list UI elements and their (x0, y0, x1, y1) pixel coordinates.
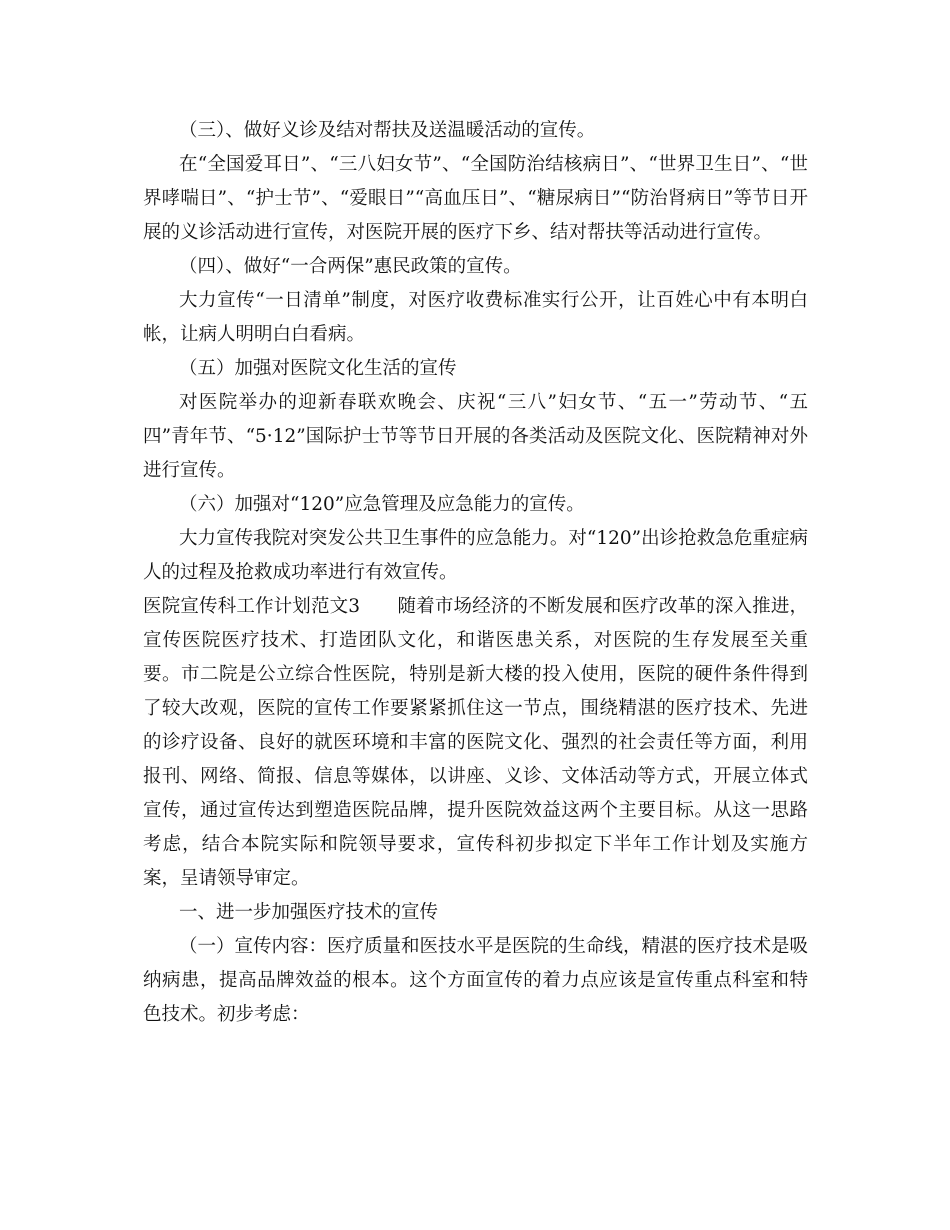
section-heading-5: （五）加强对医院文化生活的宣传 (179, 358, 457, 379)
body-paragraph: 对医院举办的迎新春联欢晚会、庆祝“三八”妇女节、“五一”劳动节、“五四”青年节、“5·12”国际护士节等节日开展的各类活动及医院文化、医院精神对外进行宣传。 (143, 392, 808, 481)
section-heading-1: 一、进一步加强医疗技术的宣传 (179, 902, 439, 923)
article-intro-paragraph: 医院宣传科工作计划范文3 随着市场经济的不断发展和医疗改革的深入推进，宣传医院医疗技术、打造团队文化，和谐医患关系，对医院的生存发展至关重要。市二院是公立综合性医院，特别是新大楼的投入使用，医院的硬件条件得到了较大改观，医院的宣传工作要紧紧抓住这一节点，围绕精湛的医疗技术、先进的诊疗设备、良好的就医环境和丰富的医院文化、强烈的社会责任等方面，利用报刊、网络、简报、信息等媒体，以讲座、义诊、文体活动等方式，开展立体式宣传，通过宣传达到塑造医院品牌，提升医院效益这两个主要目标。从这一思路考虑，结合本院实际和院领导要求，宣传科初步拟定下半年工作计划及实施方案，呈请领导审定。 (143, 596, 808, 889)
section-heading-3: （三）、做好义诊及结对帮扶及送温暖活动的宣传。 (179, 120, 596, 141)
section-heading-4: （四）、做好“一合两保”惠民政策的宣传。 (179, 256, 522, 277)
section-heading-6: （六）加强对“120”应急管理及应急能力的宣传。 (179, 494, 585, 515)
body-paragraph: 大力宣传我院对突发公共卫生事件的应急能力。对“120”出诊抢救急危重症病人的过程及抢救成功率进行有效宣传。 (143, 528, 808, 583)
body-paragraph: 大力宣传“一日清单”制度，对医疗收费标准实行公开，让百姓心中有本明白帐，让病人明明白白看病。 (143, 290, 808, 345)
document-body (143, 114, 808, 1032)
body-paragraph: （一）宣传内容：医疗质量和医技水平是医院的生命线，精湛的医疗技术是吸纳病患，提高品牌效益的根本。这个方面宣传的着力点应该是宣传重点科室和特色技术。初步考虑： (143, 936, 809, 1025)
body-paragraph: 在“全国爱耳日”、“三八妇女节”、“全国防治结核病日”、“世界卫生日”、“世界哮喘日”、“护士节”、“爱眼日”“高血压日”、“糖尿病日”“防治肾病日”等节日开展的义诊活动进行宣传，对医院开展的医疗下乡、结对帮扶等活动进行宣传。 (143, 154, 808, 243)
